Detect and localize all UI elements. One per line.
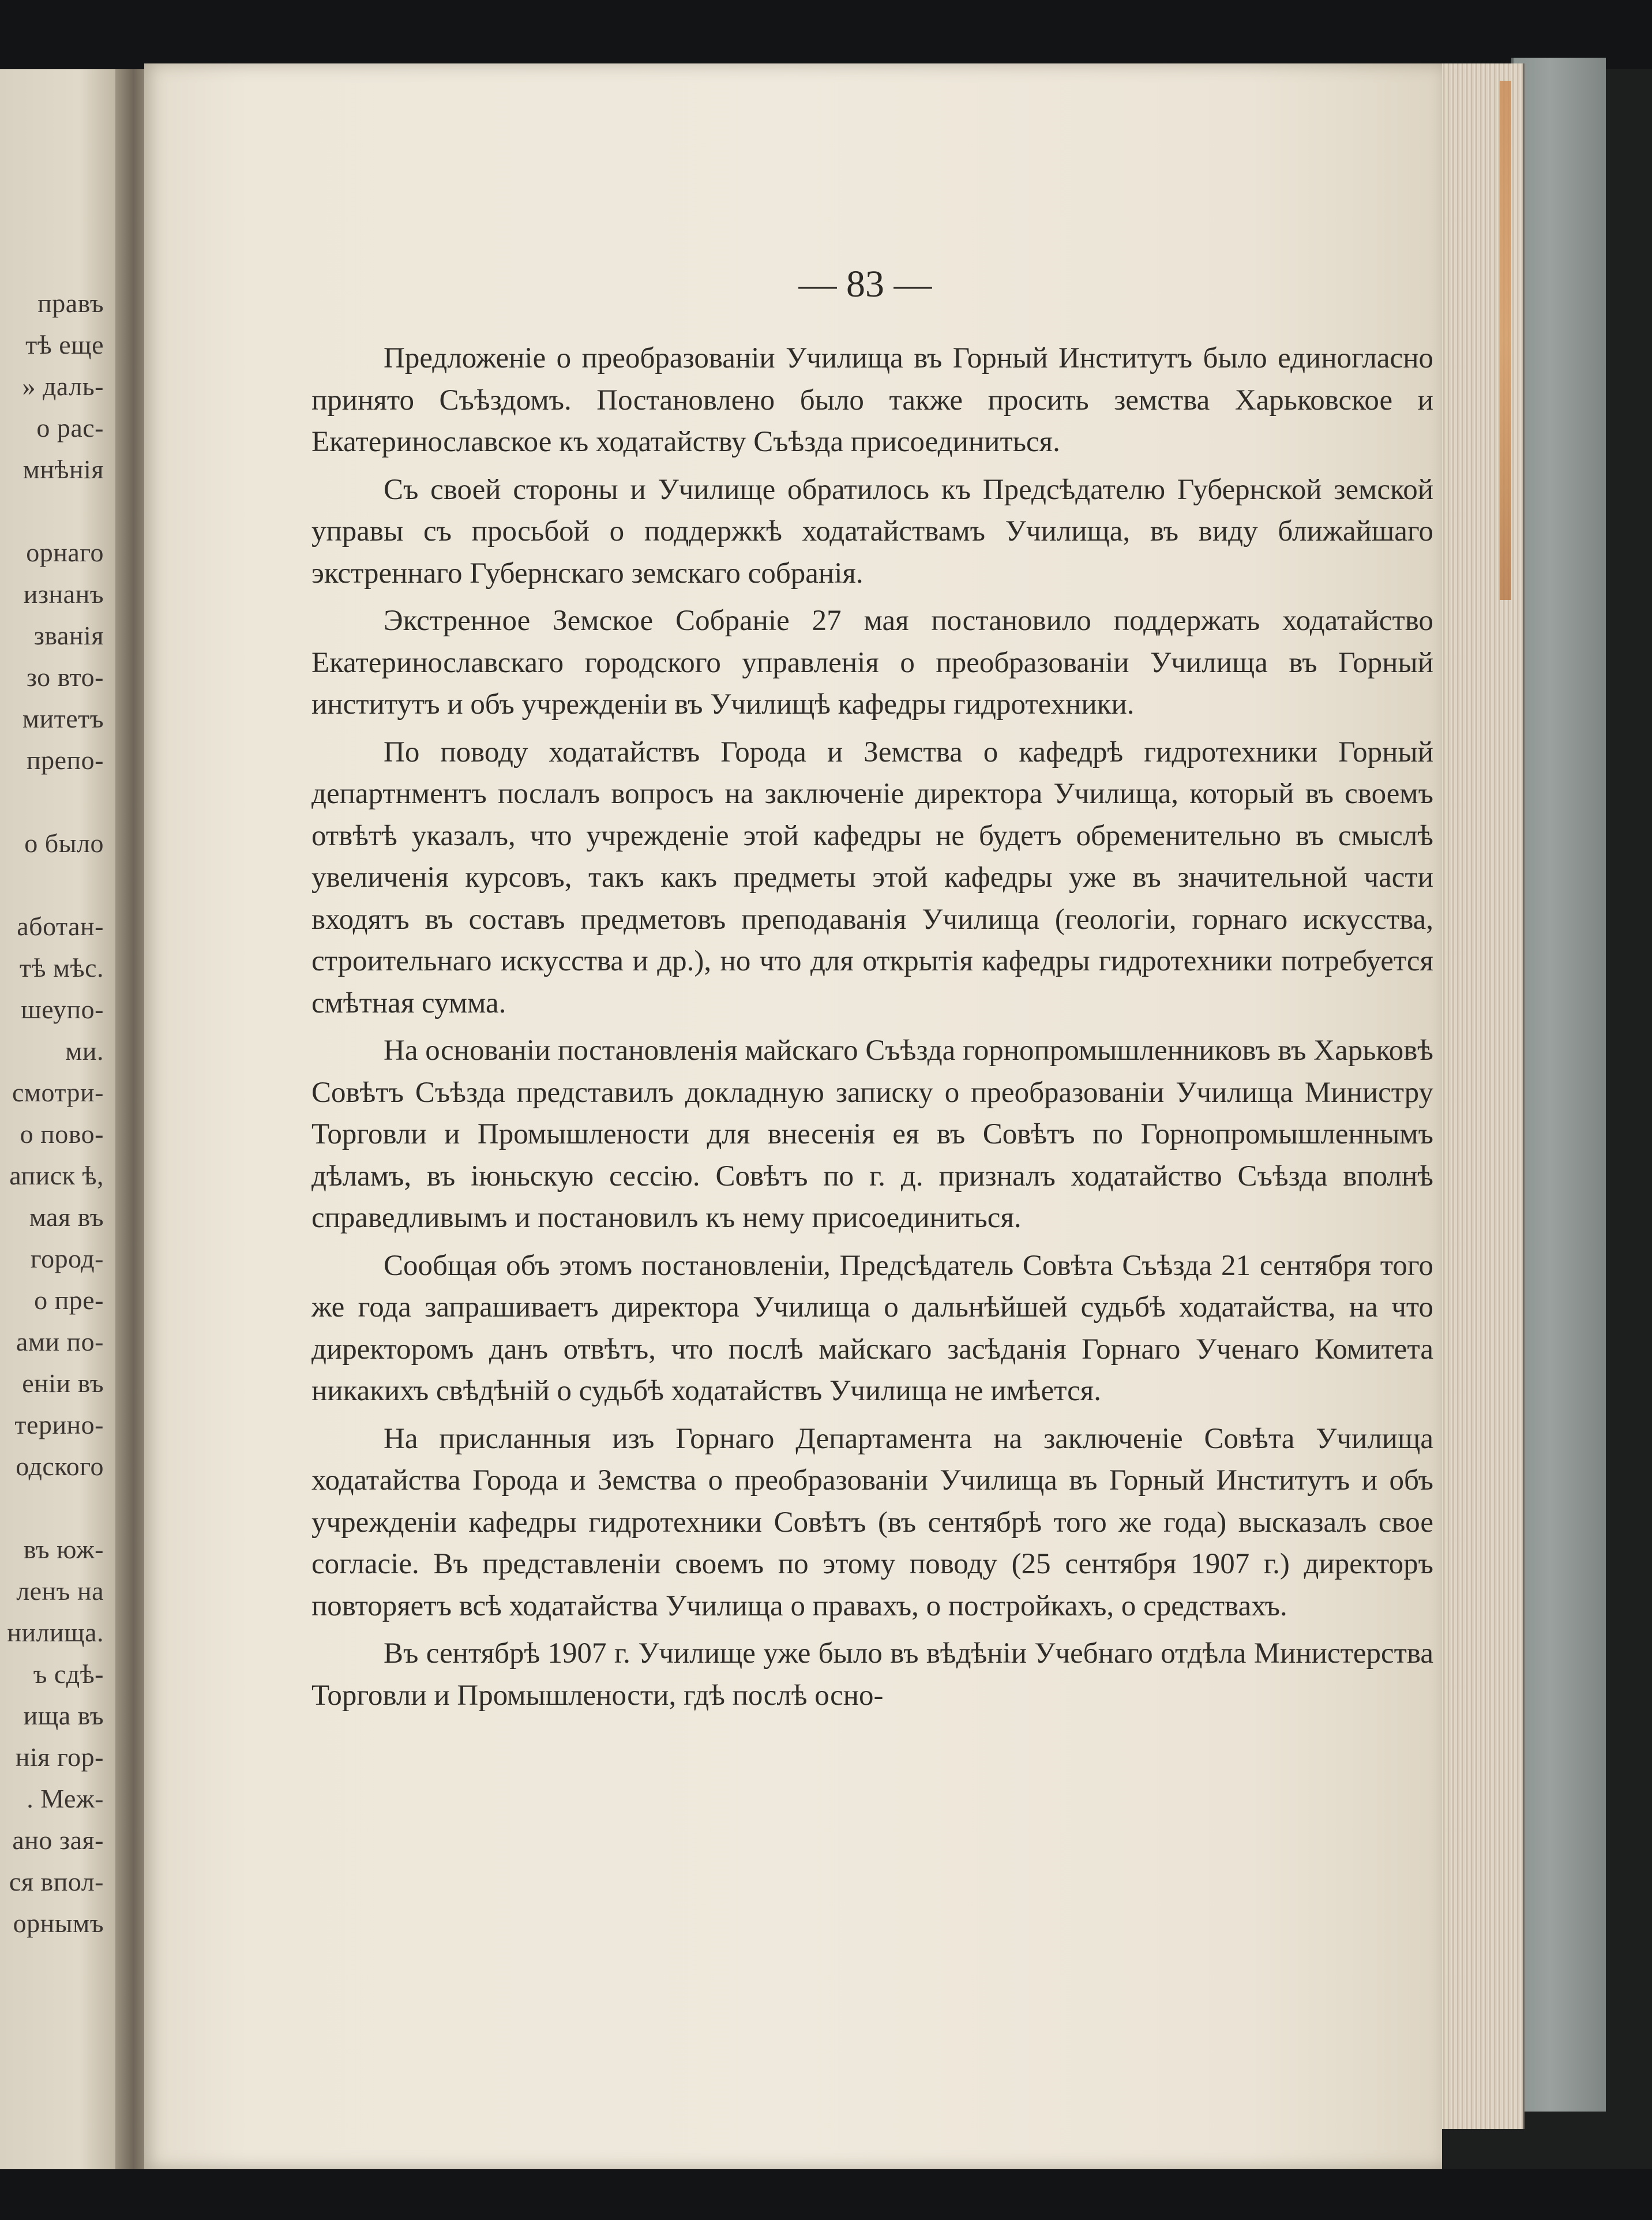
left-page-line: ами по- — [16, 1327, 104, 1356]
paragraph-1: Предложеніе о преобразованіи Училища въ Горный Институтъ было единогласно принято Съѣздомъ. Постановлено было также просить земства Харьковское и Екатеринославское къ ходатайству Съѣзда присоединиться. — [311, 342, 1433, 458]
left-page-line: аписк ѣ, — [9, 1161, 104, 1190]
left-page-line: орнымъ — [13, 1908, 104, 1938]
left-page-line: ленъ на — [16, 1576, 104, 1606]
left-page-line: ано зая- — [12, 1825, 104, 1855]
paragraph-3: Экстренное Земское Собраніе 27 мая постановило поддержать ходатайство Екатеринославскаго городского управленія о преобразованіи Училища въ Горный институтъ и объ учрежденіи въ Училищѣ кафедры гидротехники. — [311, 605, 1433, 721]
left-page-line: мнѣнія — [22, 455, 104, 484]
left-page-line: смотри- — [12, 1078, 104, 1107]
left-page-line: о пово- — [20, 1119, 104, 1149]
left-page-line: нія гор- — [15, 1742, 104, 1772]
left-page-line — [0, 864, 104, 906]
left-page-line: митетъ — [22, 704, 104, 733]
page-edge-stain — [1500, 81, 1511, 600]
left-page-line: мая въ — [29, 1202, 104, 1232]
left-page-line: ища въ — [23, 1701, 104, 1730]
body-text — [311, 337, 1433, 1722]
left-page-line: ся впол- — [9, 1867, 104, 1896]
left-page-line: терино- — [14, 1410, 104, 1439]
paragraph-7: На присланныя изъ Горнаго Департамента на заключеніе Совѣта Училища ходатайства Города и Земства о преобразованіи Училища въ Горный Институтъ и объ учрежденіи кафедры гидротехники Совѣтъ (въ сентябрѣ того же года) высказалъ свое согласіе. Въ представленіи своемъ по этому поводу (25 сентября 1907 г.) директоръ повторяетъ всѣ ходатайства Училища о правахъ, о постройкахъ, о средствахъ. — [311, 1422, 1433, 1622]
left-page-line: одского — [16, 1452, 104, 1481]
left-page-line: званія — [33, 621, 104, 650]
left-page-line: изнанъ — [23, 579, 104, 609]
left-page-line: о было — [24, 828, 104, 858]
left-page-line: препо- — [27, 745, 104, 775]
main-page — [144, 63, 1442, 2169]
left-page-line: правъ — [37, 288, 104, 318]
left-page-line: тѣ еще — [25, 330, 104, 359]
left-page-line: . Меж- — [27, 1784, 104, 1813]
left-page-line: о рас- — [36, 413, 104, 442]
left-page-line: тѣ мѣс. — [19, 953, 104, 982]
left-page-line: ъ сдѣ- — [33, 1659, 104, 1689]
left-page-line: » даль- — [22, 372, 104, 401]
left-page-text — [0, 283, 104, 1944]
background-top — [0, 0, 1652, 69]
left-page-line: енiи въ — [22, 1368, 104, 1398]
left-page-line: орнаго — [26, 538, 104, 567]
left-page-line: въ юж- — [23, 1535, 104, 1564]
paragraph-4: По поводу ходатайствъ Города и Земства о кафедрѣ гидротехники Горный департнментъ послалъ вопросъ на заключеніе директора Училища, который въ своемъ отвѣтѣ указалъ, что учрежденіе этой кафедры не будетъ обременительно въ смыслѣ увеличенія курсовъ, такъ какъ предметы этой кафедры уже въ значительной части входятъ въ составъ предметовъ преподаванія Училища (геологіи, горнаго искусства, строительнаго искусства и др.), но что для открытія кафедры гидротехники потребуется смѣтная сумма. — [311, 736, 1433, 1019]
left-page-line: зо вто- — [26, 662, 104, 692]
left-page-line: о пре- — [34, 1285, 104, 1315]
book-cover-edge — [1511, 58, 1606, 2112]
background-bottom — [0, 2169, 1652, 2220]
left-page-line: город- — [30, 1244, 104, 1273]
page-number: — 83 — — [798, 263, 932, 305]
paragraph-5: На основаніи постановленія майскаго Съѣзда горнопромышленниковъ въ Харьковѣ Совѣтъ Съѣзда представилъ докладную записку о преобразованіи Училища Министру Торговли и Промышлености для внесенія ея въ Совѣтъ по Горнопромышленнымъ дѣламъ, въ іюньскую сессію. Совѣтъ по г. д. призналъ ходатайство Съѣзда вполнѣ справедливымъ и постановилъ къ нему присоединиться. — [311, 1034, 1433, 1234]
paragraph-2: Съ своей стороны и Училище обратилось къ Предсѣдателю Губернской земской управы съ просьбой о поддержкѣ ходатайствамъ Училища, въ виду ближайшаго экстреннаго Губернскаго земскаго собранія. — [311, 473, 1433, 590]
page-stack-edges — [1436, 63, 1525, 2129]
paragraph-8: Въ сентябрѣ 1907 г. Училище уже было въ вѣдѣніи Учебнаго отдѣла Министерства Торговли и Промышлености, гдѣ послѣ осно- — [311, 1637, 1433, 1712]
paragraph-6: Сообщая объ этомъ постановленіи, Предсѣдатель Совѣта Съѣзда 21 сентября того же года запрашиваетъ директора Училища о дальнѣйшей судьбѣ ходатайства, на что директоромъ данъ отвѣтъ, что послѣ майскаго засѣданія Горнаго Ученаго Комитета никакихъ свѣдѣній о судьбѣ ходатайствъ Училища не имѣется. — [311, 1249, 1433, 1407]
left-page-line — [0, 1487, 104, 1529]
left-page-line — [0, 781, 104, 823]
left-page-line: ми. — [65, 1036, 104, 1066]
left-page-line: шеупо- — [21, 995, 104, 1024]
left-page-line: аботан- — [17, 912, 104, 941]
left-page-line — [0, 490, 104, 532]
left-page-line: нилища. — [7, 1618, 104, 1647]
